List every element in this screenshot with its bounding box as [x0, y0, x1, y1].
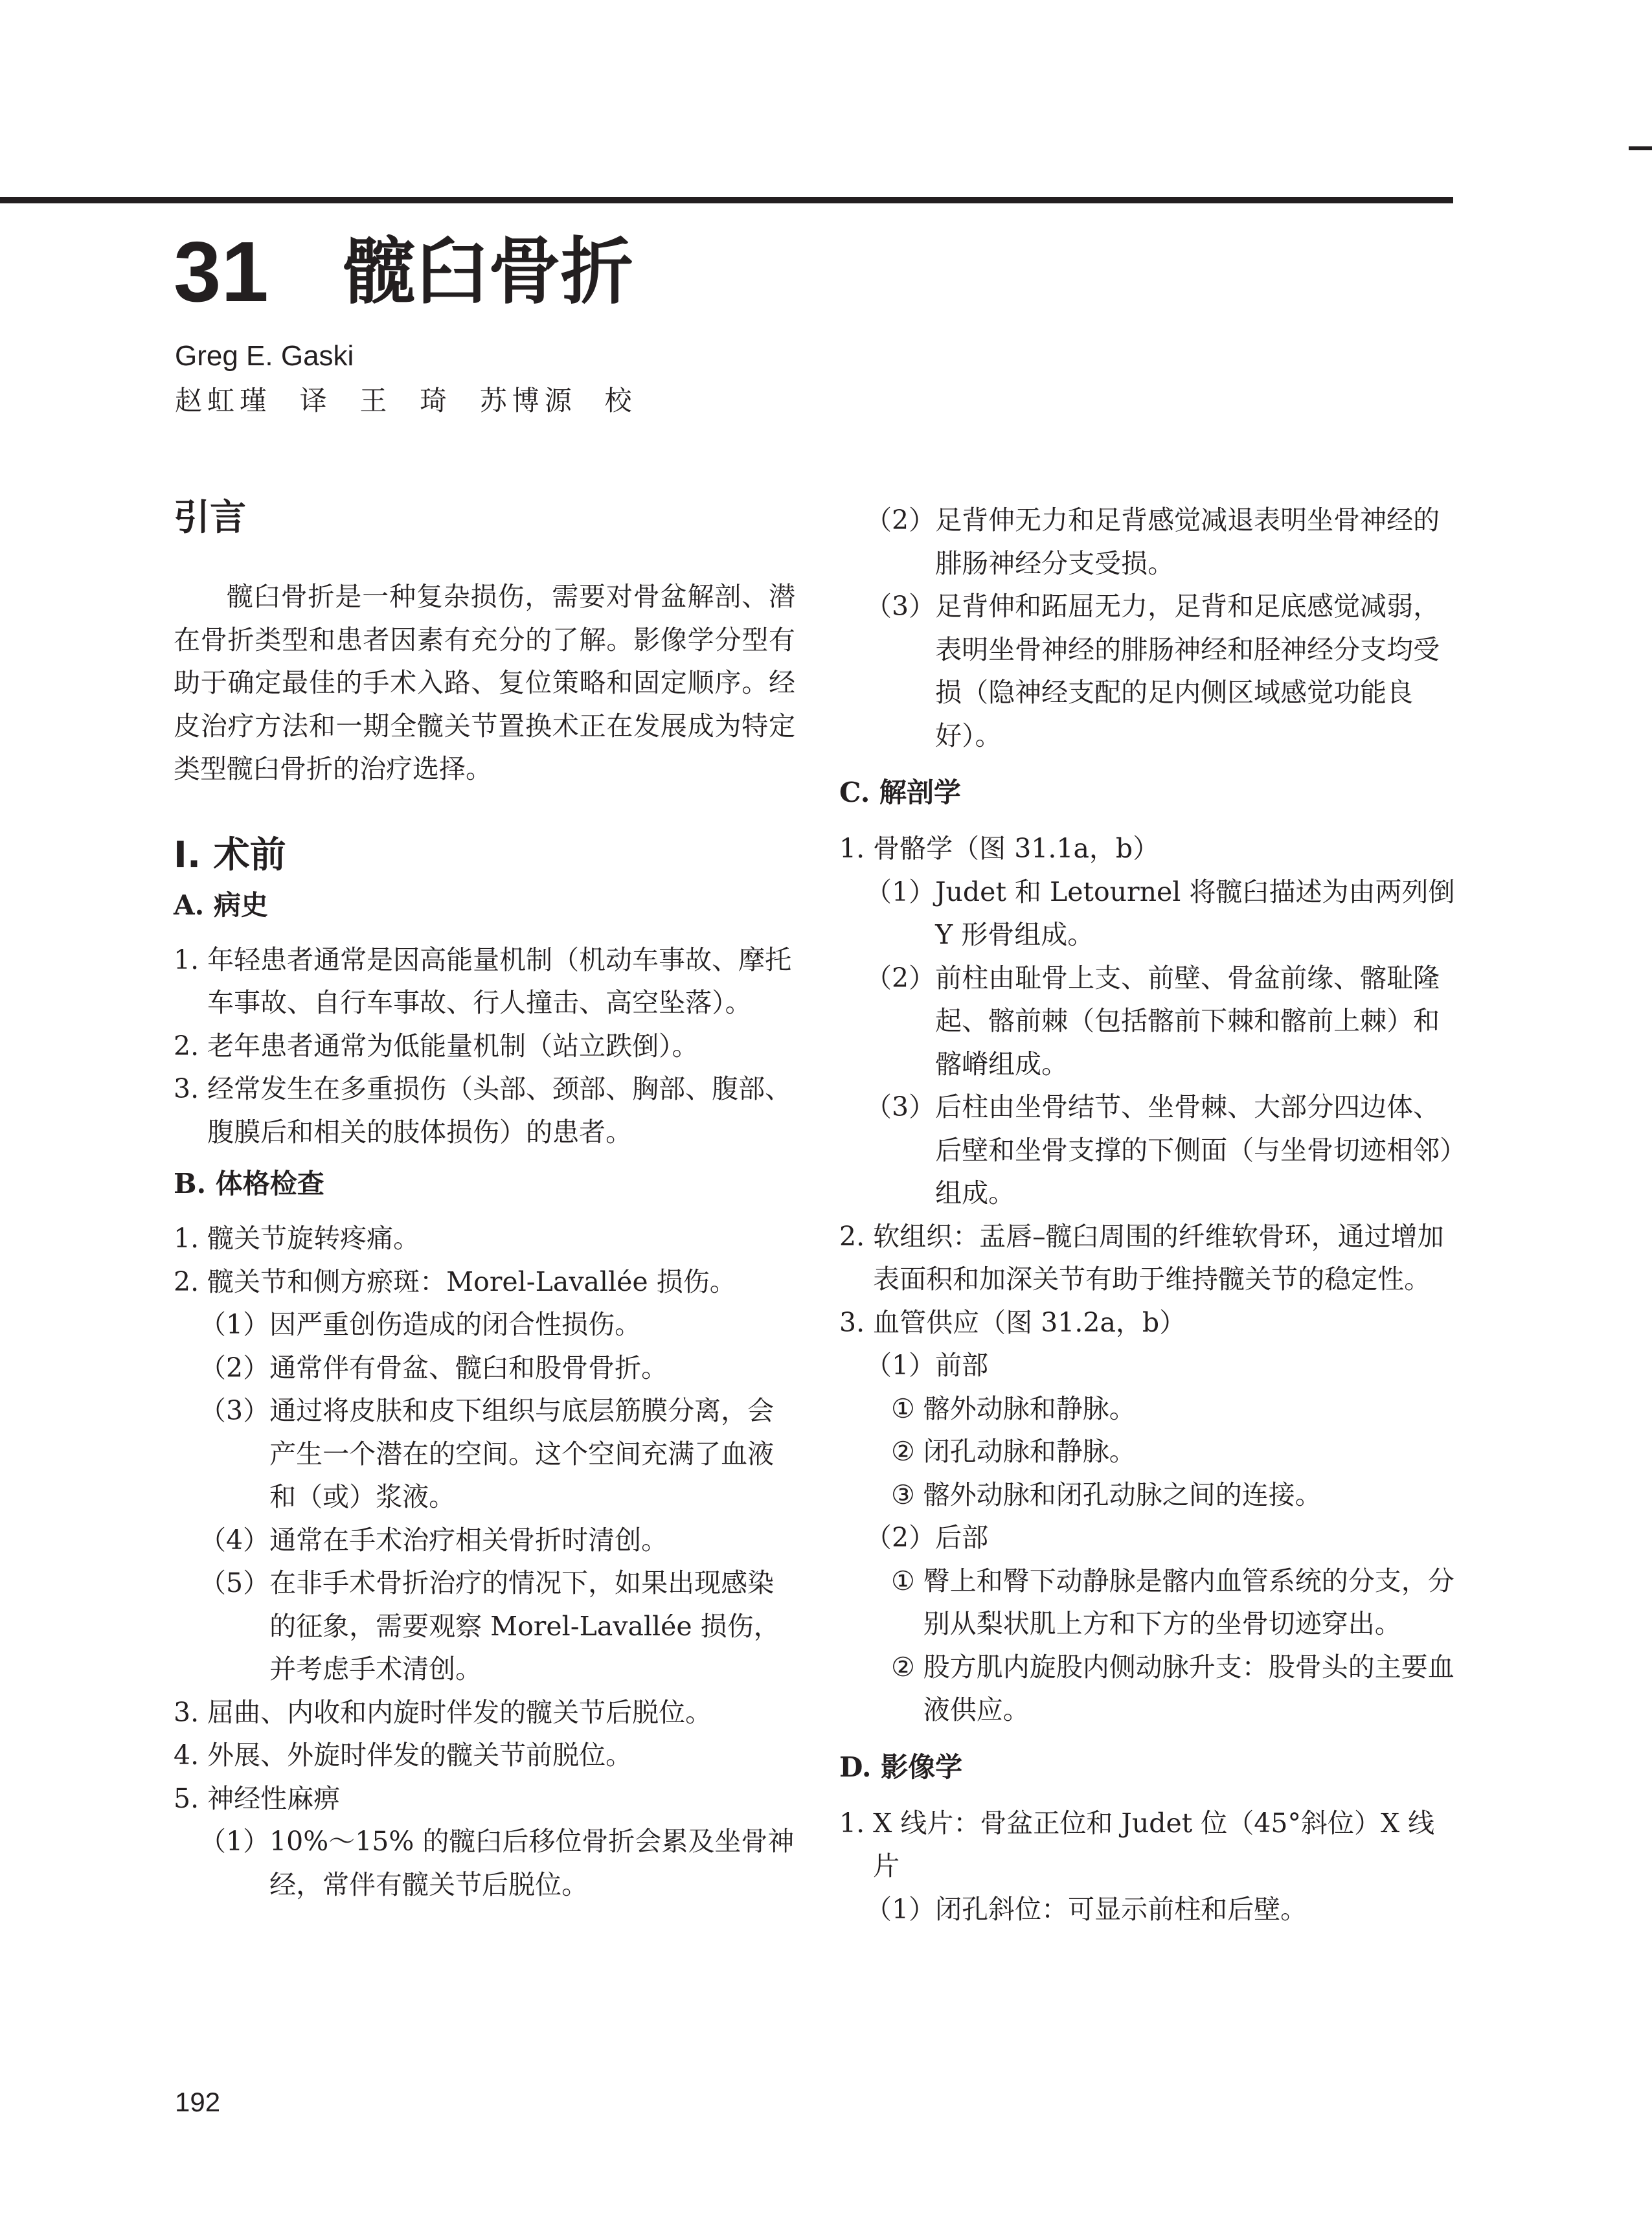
list-item: （3） 后柱由坐骨结节、坐骨棘、大部分四边体、后壁和坐骨支撑的下侧面（与坐骨切迹相邻）组成。: [865, 1091, 1453, 1209]
intro-heading: 引言: [174, 497, 246, 539]
list-item: （2） 前柱由耻骨上支、前壁、骨盆前缘、髂耻隆起、髂前棘（包括髂前下棘和髂前上棘）和髂嵴组成。: [865, 962, 1440, 1080]
list-item: 1. 髋关节旋转疼痛。: [174, 1223, 420, 1254]
list-item: 3. 经常发生在多重损伤（头部、颈部、胸部、腹部、腹膜后和相关的肢体损伤）的患者。: [174, 1073, 792, 1148]
author: Greg E. Gaski: [175, 340, 354, 372]
list-item: （3） 通过将皮肤和皮下组织与底层筋膜分离，会产生一个潜在的空间。这个空间充满了血液和（或）浆液。: [199, 1395, 775, 1512]
section-preop-heading: Ⅰ. 术前: [174, 834, 286, 876]
list-item: 5. 神经性麻痹: [174, 1782, 341, 1814]
history-heading: A. 病史: [174, 889, 268, 921]
list-item: （1） Judet 和 Letournel 将髋臼描述为由两列倒 Y 形骨组成。: [865, 876, 1455, 950]
list-item: （5） 在非手术骨折治疗的情况下，如果出现感染的征象，需要观察 Morel-Lavallée 损伤，并考虑手术清创。: [199, 1567, 780, 1685]
page-edge-mark: [1629, 146, 1652, 150]
translators: 赵虹瑾 译 王 琦 苏博源 校: [175, 385, 637, 416]
list-item: （1） 10%～15% 的髋臼后移位骨折会累及坐骨神经，常伴有髋关节后脱位。: [199, 1826, 795, 1900]
list-item: ① 臀上和臀下动静脉是髂内血管系统的分支，分别从梨状肌上方和下方的坐骨切迹穿出。: [891, 1565, 1454, 1639]
list-item: 2. 老年患者通常为低能量机制（站立跌倒）。: [174, 1030, 699, 1062]
imaging-heading: D. 影像学: [839, 1751, 963, 1783]
list-item: 1. X 线片：骨盆正位和 Judet 位（45°斜位）X 线片: [839, 1807, 1435, 1881]
chapter-number: 31: [174, 224, 269, 319]
chapter-title: [174, 224, 633, 319]
page-number: 192: [175, 2087, 221, 2117]
list-item: 3. 血管供应（图 31.2a，b）: [839, 1306, 1186, 1338]
list-item: （1） 闭孔斜位：可显示前柱和后壁。: [865, 1893, 1307, 1925]
list-item: ② 闭孔动脉和静脉。: [891, 1436, 1136, 1467]
list-item: 1. 年轻患者通常是因高能量机制（机动车事故、摩托车事故、自行车事故、行人撞击、高空坠落）。: [174, 944, 792, 1018]
list-item: （1） 因严重创伤造成的闭合性损伤。: [199, 1309, 642, 1340]
list-item: ② 股方肌内旋股内侧动脉升支：股骨头的主要血液供应。: [891, 1651, 1454, 1725]
list-item: 3. 屈曲、内收和内旋时伴发的髋关节后脱位。: [174, 1696, 712, 1728]
list-item: ① 髂外动脉和静脉。: [891, 1392, 1136, 1424]
anatomy-heading: C. 解剖学: [839, 777, 961, 808]
right-column: [839, 499, 1461, 1931]
intro-paragraph: 髋臼骨折是一种复杂损伤，需要对骨盆解剖、潜在骨折类型和患者因素有充分的了解。影像学分型有助于确定最佳的手术入路、复位策略和固定顺序。经皮治疗方法和一期全髋关节置换术正在发展成为特定类型髋臼骨折的治疗选择。: [174, 581, 795, 784]
list-item: （2） 足背伸无力和足背感觉减退表明坐骨神经的腓肠神经分支受损。: [865, 505, 1440, 579]
list-item: （1） 前部: [865, 1350, 989, 1381]
list-item: （2） 后部: [865, 1522, 989, 1553]
list-item: 1. 骨骼学（图 31.1a，b）: [839, 833, 1160, 864]
list-item: 4. 外展、外旋时伴发的髋关节前脱位。: [174, 1740, 633, 1771]
list-item: 2. 髋关节和侧方瘀斑：Morel-Lavallée 损伤。: [174, 1266, 736, 1297]
chapter-rule: [0, 197, 1453, 203]
list-item: （3） 足背伸和跖屈无力，足背和足底感觉减弱，表明坐骨神经的腓肠神经和胫神经分支均受损（隐神经支配的足内侧区域感觉功能良好）。: [865, 591, 1440, 751]
left-column: [174, 492, 795, 1906]
list-item: （4） 通常在手术治疗相关骨折时清创。: [199, 1524, 668, 1556]
list-item: （2） 通常伴有骨盆、髋臼和股骨骨折。: [199, 1352, 668, 1383]
list-item: 2. 软组织：盂唇–髋臼周围的纤维软骨环，通过增加表面积和加深关节有助于维持髋关节的稳定性。: [839, 1220, 1444, 1295]
physical-exam-heading: B. 体格检查: [174, 1168, 324, 1199]
list-item: ③ 髂外动脉和闭孔动脉之间的连接。: [891, 1479, 1322, 1510]
chapter-name: 髋臼骨折: [343, 230, 633, 314]
